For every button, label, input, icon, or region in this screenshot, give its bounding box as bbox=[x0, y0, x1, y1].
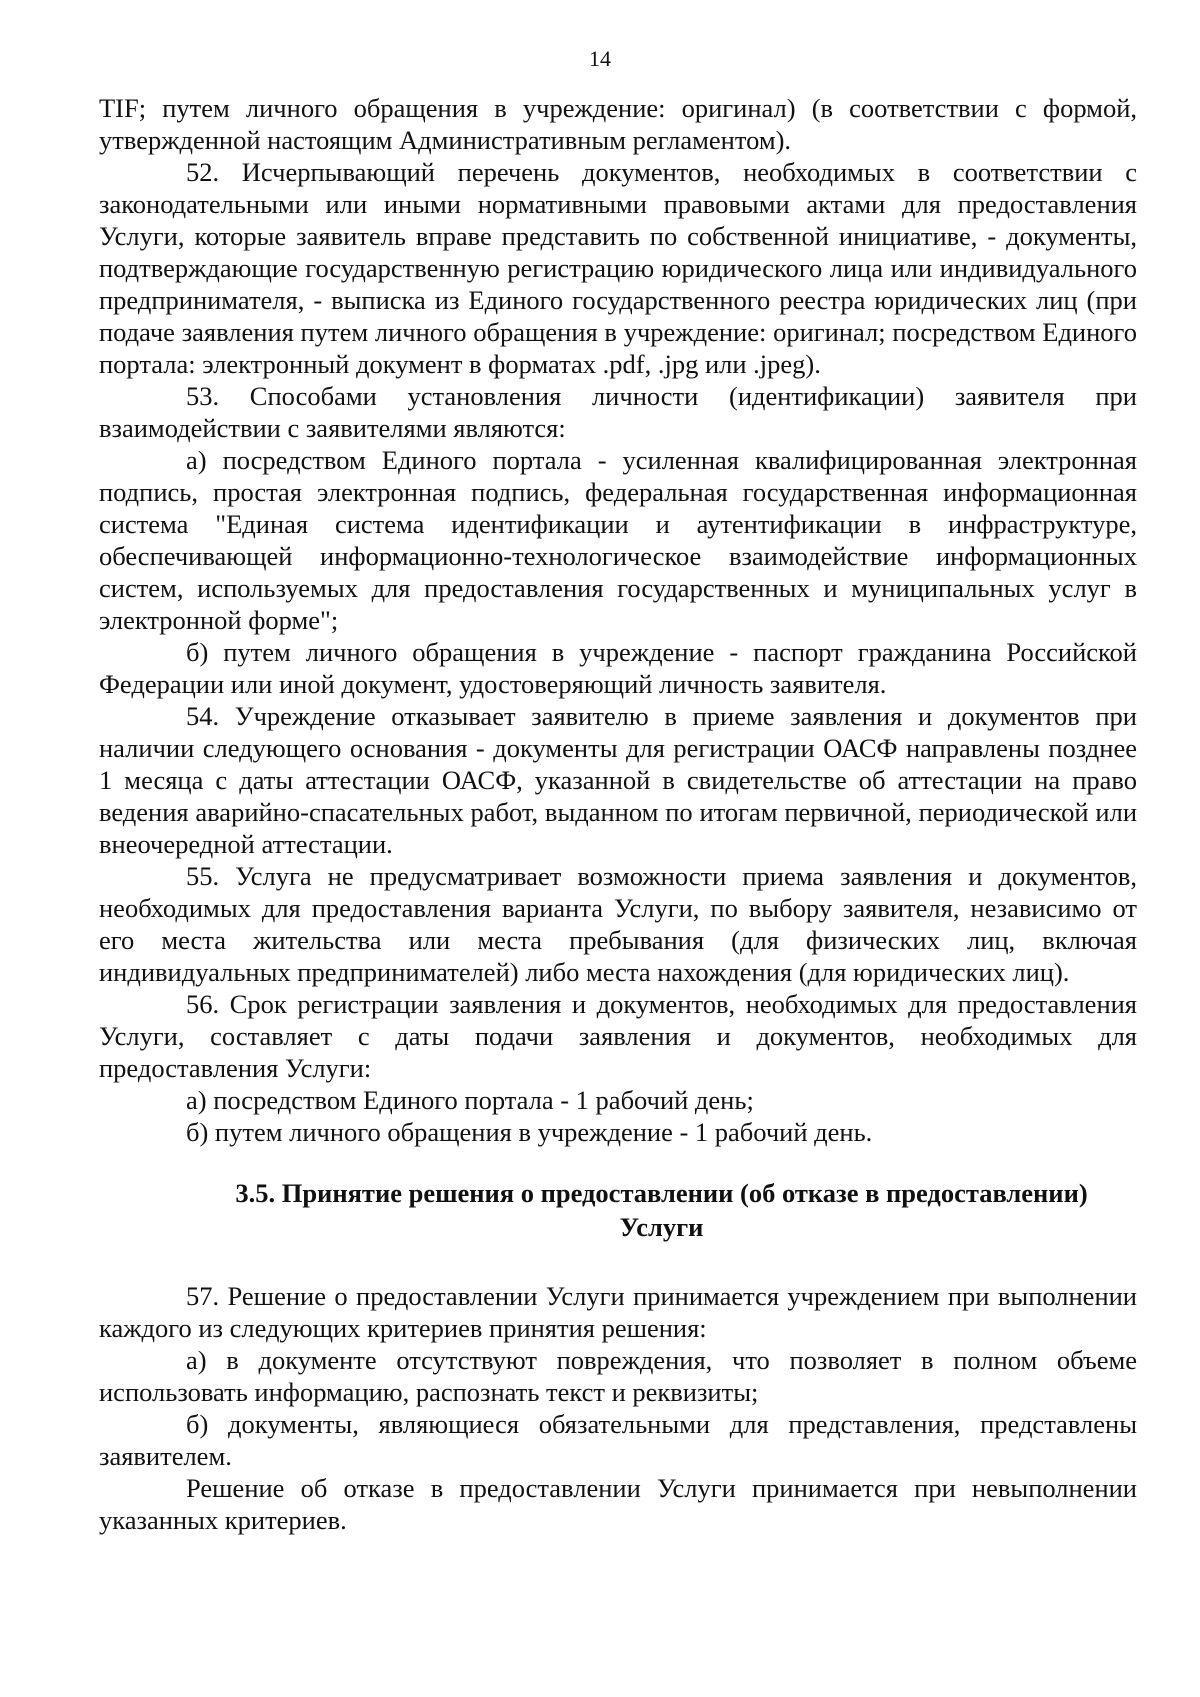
paragraph-54: 54. Учреждение отказывает заявителю в приеме заявления и документов при наличии следующего основания - документы для регистрации ОАСФ направлены позднее 1 месяца с даты аттестации ОАСФ, указанной в свидетельстве об аттестации на право ведения аварийно-спасательных работ, выданном по итогам первичной, периодической или внеочередной аттестации. bbox=[99, 701, 1137, 859]
paragraph-52: 52. Исчерпывающий перечень документов, необходимых в соответствии с законодательными или иными нормативными правовыми актами для предоставления Услуги, которые заявитель вправе представить по собственной инициативе, - документы, подтверждающие государственную регистрацию юридического лица или индивидуального предпринимателя, - выписка из Единого государственного реестра юридических лиц (при подаче заявления путем личного обращения в учреждение: оригинал; посредством Единого портала: электронный документ в форматах .pdf, .jpg или .jpeg). bbox=[99, 157, 1137, 379]
section-heading bbox=[99, 1176, 1137, 1244]
paragraph-57-a: а) в документе отсутствуют повреждения, что позволяет в полном объеме использовать информацию, распознать текст и реквизиты; bbox=[99, 1345, 1137, 1407]
paragraph-refusal: Решение об отказе в предоставлении Услуги принимается при невыполнении указанных критериев. bbox=[99, 1473, 1137, 1535]
paragraph-55: 55. Услуга не предусматривает возможности приема заявления и документов, необходимых для предоставления варианта Услуги, по выбору заявителя, независимо от его места жительства или места пребывания (для физических лиц, включая индивидуальных предпринимателей) либо места нахождения (для юридических лиц). bbox=[99, 861, 1137, 987]
paragraph-53: 53. Способами установления личности (идентификации) заявителя при взаимодействии с заявителями являются: bbox=[99, 381, 1137, 443]
paragraph-53-b: б) путем личного обращения в учреждение - паспорт гражданина Российской Федерации или иной документ, удостоверяющий личность заявителя. bbox=[99, 637, 1137, 699]
section-spacer bbox=[99, 1244, 1137, 1280]
paragraph-57-b: б) документы, являющиеся обязательными для представления, представлены заявителем. bbox=[99, 1409, 1137, 1471]
document-body bbox=[99, 92, 1137, 1536]
page-number: 14 bbox=[589, 46, 611, 71]
paragraph-continuation: TIF; путем личного обращения в учреждение: оригинал) (в соответствии с формой, утвержденной настоящим Административным регламентом). bbox=[99, 93, 1137, 155]
paragraph-56-a: а) посредством Единого портала - 1 рабочий день; bbox=[186, 1085, 754, 1115]
paragraph-56-b: б) путем личного обращения в учреждение - 1 рабочий день. bbox=[186, 1117, 873, 1147]
section-heading-line-1: 3.5. Принятие решения о предоставлении (об отказе в предоставлении) bbox=[235, 1178, 1088, 1208]
paragraph-57: 57. Решение о предоставлении Услуги принимается учреждением при выполнении каждого из следующих критериев принятия решения: bbox=[99, 1281, 1137, 1343]
paragraph-53-a: а) посредством Единого портала - усиленная квалифицированная электронная подпись, простая электронная подпись, федеральная государственная информационная система "Единая система идентификации и аутентификации в инфраструктуре, обеспечивающей информационно-технологическое взаимодействие информационных систем, используемых для предоставления государственных и муниципальных услуг в электронной форме"; bbox=[99, 445, 1137, 635]
section-heading-line-2: Услуги bbox=[619, 1212, 704, 1242]
paragraph-56: 56. Срок регистрации заявления и документов, необходимых для предоставления Услуги, составляет с даты подачи заявления и документов, необходимых для предоставления Услуги: bbox=[99, 989, 1137, 1083]
